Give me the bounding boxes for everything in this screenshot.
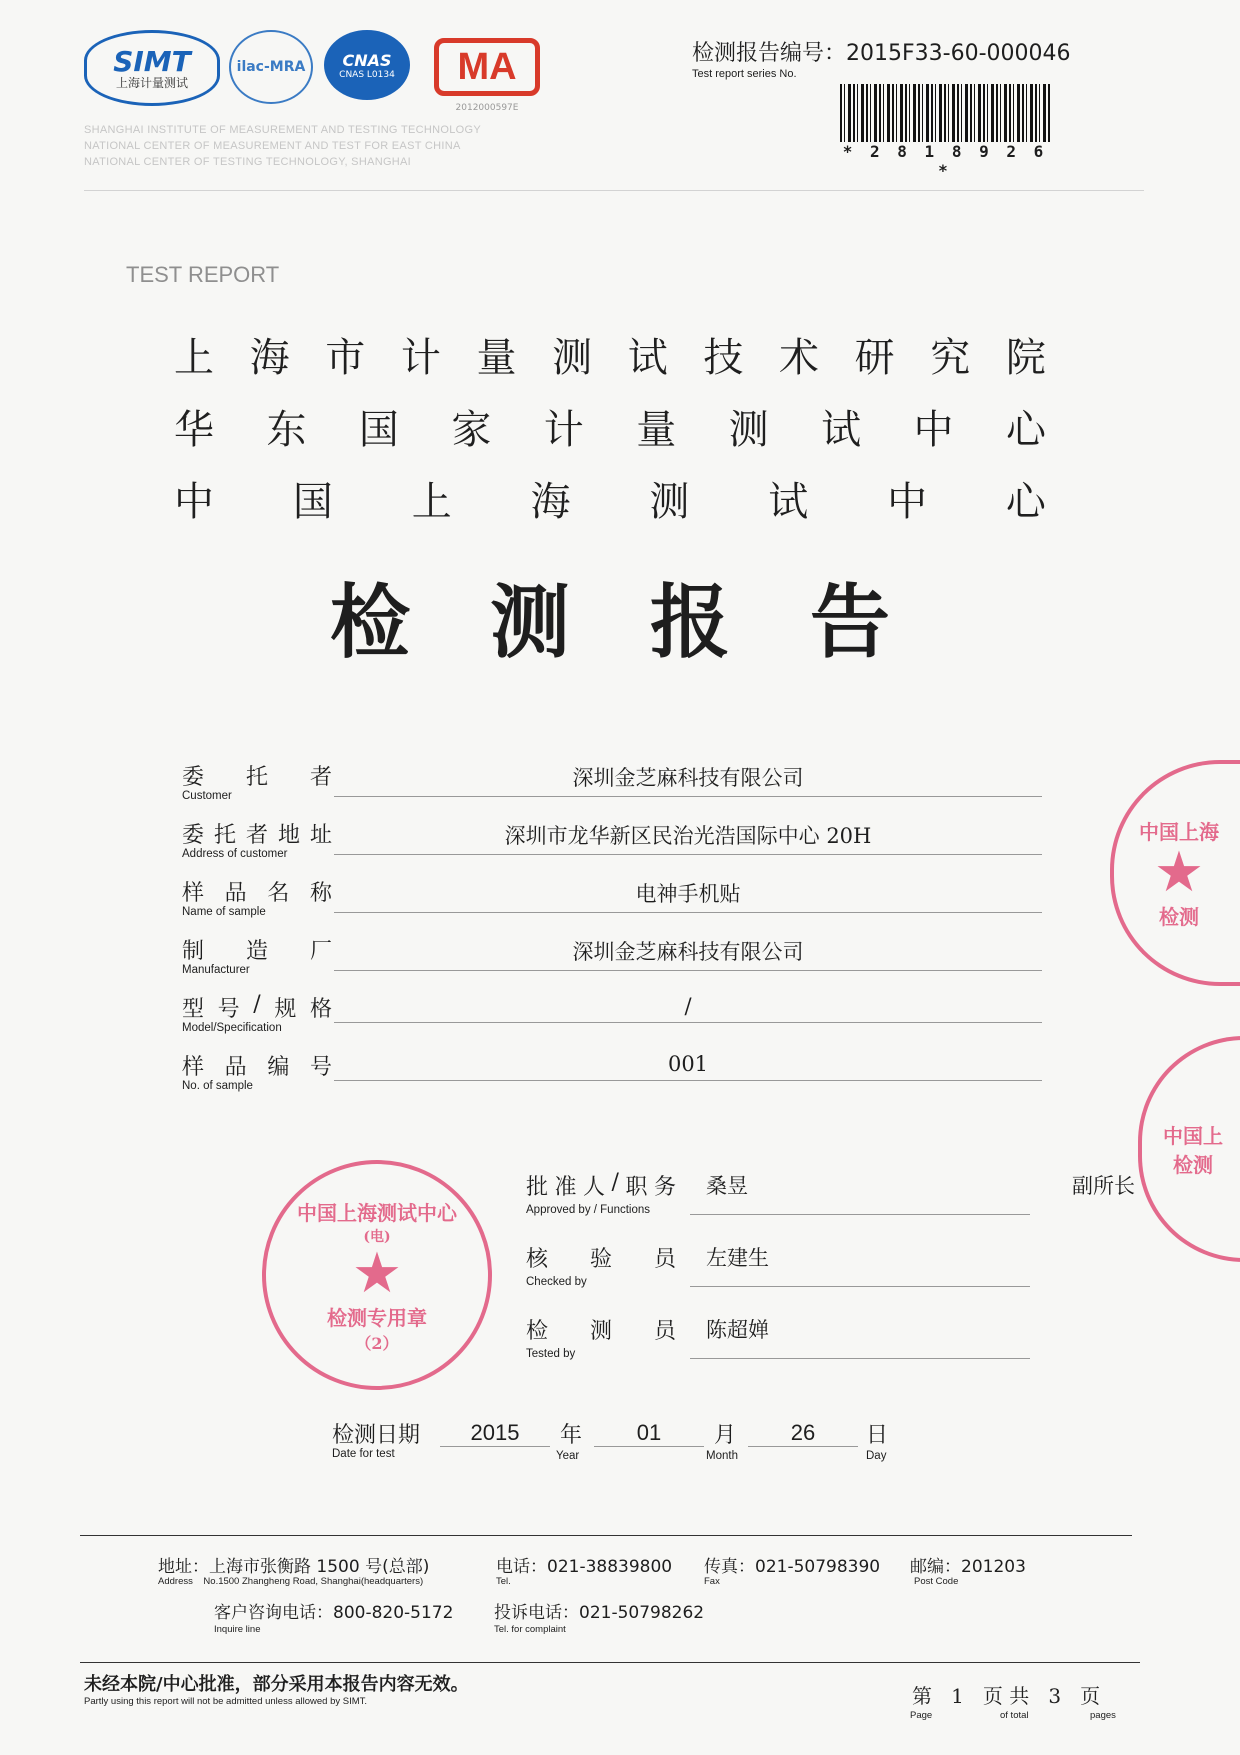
field-value: 深圳金芝麻科技有限公司 [334, 762, 1042, 797]
pages-en: pages [1090, 1710, 1116, 1721]
field-label-en: Customer [182, 790, 232, 802]
signature-role-char: 准 [554, 1175, 577, 1200]
barcode [840, 84, 1050, 142]
institution-line: NATIONAL CENTER OF TESTING TECHNOLOGY, SHANGHAI [84, 156, 412, 168]
field-label-char: 编 [267, 1055, 290, 1080]
accreditation-logos [84, 26, 554, 113]
validity-notice-en: Partly using this report will not be admitted unless allowed by SIMT. [84, 1696, 368, 1707]
report-number-en: Test report series No. [692, 68, 797, 80]
signature-role-char: 员 [653, 1319, 676, 1344]
signature-line [690, 1214, 1030, 1215]
side-seal-2 [1138, 1036, 1240, 1262]
field-label [182, 876, 332, 907]
org-char: 上 [174, 335, 214, 381]
footer-divider [80, 1535, 1132, 1536]
field-label-char: 格 [309, 997, 332, 1022]
post-code-text: 邮编：201203 [910, 1557, 1026, 1577]
field-label [182, 760, 332, 791]
side-seal-1-bottom: 检测 [1159, 905, 1199, 929]
date-label: 检测日期 [332, 1423, 421, 1448]
official-seal [262, 1160, 492, 1390]
fax-text: 传真：021-50798390 [704, 1557, 881, 1577]
org-char: 海 [249, 335, 290, 381]
signature-line [690, 1358, 1030, 1359]
field-label-char: 制 [182, 939, 205, 964]
org-char: 计 [400, 335, 441, 381]
field-value: 001 [334, 1052, 1042, 1081]
field-label-en: Address of customer [182, 848, 288, 860]
date-day-unit: 日 [866, 1423, 889, 1448]
org-char: 试 [821, 407, 862, 453]
field-label-char: 厂 [309, 939, 332, 964]
test-report-label: TEST REPORT [126, 262, 280, 287]
title-char: 检 [330, 576, 410, 669]
signature-role-char: 检 [526, 1319, 549, 1344]
field-label-char: 样 [182, 1055, 205, 1080]
institution-line: SHANGHAI INSTITUTE OF MEASUREMENT AND TESTING TECHNOLOGY [84, 124, 481, 136]
field-label-char: / [253, 992, 261, 1017]
institution-names [84, 122, 604, 170]
field-label [182, 1050, 332, 1081]
org-char: 试 [768, 479, 809, 525]
field-label-char: 托 [213, 823, 236, 848]
org-char: 海 [530, 479, 571, 525]
signature-role-en: Approved by / Functions [526, 1204, 651, 1216]
signatory-title: 副所长 [1072, 1174, 1135, 1198]
cma-logo: MA 2012000597E [434, 38, 540, 96]
field-label-char: 品 [224, 1055, 247, 1080]
signature-role-char: 验 [589, 1247, 612, 1272]
date-label-en: Date for test [332, 1448, 395, 1460]
field-label-char: 委 [182, 823, 205, 848]
field-label-char: 名 [267, 881, 290, 906]
org-char: 国 [358, 407, 399, 453]
field-label-char: 址 [309, 823, 332, 848]
simt-logo: SIMT 上海计量测试 [84, 30, 220, 106]
date-year-unit: 年 [560, 1423, 583, 1448]
barcode-text: * 2 8 1 8 9 2 6 * [842, 142, 1048, 180]
org-char: 技 [703, 335, 744, 381]
signature-role-en: Checked by [526, 1276, 587, 1288]
tel-en: Tel. [496, 1576, 511, 1587]
signature-role-char: 务 [653, 1175, 676, 1200]
tel-text: 电话：021-38839800 [496, 1557, 673, 1577]
org-char: 试 [627, 335, 668, 381]
title-char: 测 [490, 576, 570, 669]
org-char: 研 [854, 335, 895, 381]
org-char: 心 [1005, 407, 1046, 453]
field-value: 深圳市龙华新区民治光浩国际中心 20H [334, 820, 1042, 855]
org-char: 家 [451, 407, 492, 453]
field-value: / [334, 994, 1042, 1023]
signature-role-char: 职 [625, 1175, 648, 1200]
date-year: 2015 [440, 1420, 550, 1447]
field-label-char: 委 [182, 765, 205, 790]
signature-role [526, 1242, 676, 1273]
field-label [182, 992, 332, 1023]
signature-role-char: 人 [583, 1175, 606, 1200]
field-label-char: 者 [245, 823, 268, 848]
date-month: 01 [594, 1420, 704, 1447]
org-line-1 [174, 326, 1046, 383]
field-label-char: 品 [224, 881, 247, 906]
footer-divider-2 [80, 1662, 1140, 1663]
signature-line [690, 1286, 1030, 1287]
validity-notice: 未经本院/中心批准，部分采用本报告内容无效。 [84, 1674, 469, 1695]
side-seal-1 [1110, 760, 1240, 986]
complaint-line-en: Tel. for complaint [494, 1624, 566, 1635]
org-char: 测 [552, 335, 593, 381]
address-en: Address No.1500 Zhangheng Road, Shanghai(headquarters) [158, 1576, 424, 1587]
star-icon: ★ [1153, 840, 1205, 905]
field-label-en: No. of sample [182, 1080, 253, 1092]
star-icon: ★ [351, 1240, 403, 1306]
inquire-line: 客户咨询电话：800-820-5172 [214, 1603, 454, 1623]
field-label-en: Manufacturer [182, 964, 250, 976]
org-char: 中 [174, 479, 214, 525]
signature-role-char: 测 [589, 1319, 612, 1344]
org-char: 上 [411, 479, 452, 525]
org-char: 心 [1005, 479, 1046, 525]
field-label [182, 818, 332, 849]
signature-role-char: / [611, 1170, 619, 1195]
header-divider [84, 190, 1144, 191]
ilac-mra-logo: ilac-MRA [229, 30, 313, 104]
seal-top-text: 中国上海测试中心 [297, 1200, 457, 1225]
fax-en: Fax [704, 1576, 720, 1587]
org-line-2 [174, 398, 1046, 455]
org-char: 东 [266, 407, 307, 453]
title-char: 报 [650, 576, 730, 669]
signature-role-char: 批 [526, 1175, 549, 1200]
inquire-line-en: Inquire line [214, 1624, 261, 1635]
field-label-char: 型 [182, 997, 205, 1022]
field-label-char: 地 [277, 823, 300, 848]
page-indicator: 第 1 页 共 3 页 [912, 1684, 1101, 1708]
org-char: 国 [292, 479, 333, 525]
field-label-char: 托 [245, 765, 268, 790]
org-char: 华 [174, 407, 214, 453]
org-char: 市 [325, 335, 366, 381]
side-seal-2-text: 中国上 [1163, 1124, 1223, 1148]
field-label-char: 规 [274, 997, 297, 1022]
cnas-logo: CNAS CNAS L0134 [324, 30, 410, 100]
org-char: 术 [779, 335, 819, 381]
date-month-unit: 月 [714, 1423, 737, 1448]
field-label-en: Model/Specification [182, 1022, 282, 1034]
org-char: 中 [913, 407, 954, 453]
signatory-name: 左建生 [706, 1246, 769, 1270]
page-en: Page [910, 1710, 933, 1721]
seal-mid-text: (电) [363, 1228, 391, 1245]
seal-number: （2） [355, 1333, 399, 1353]
field-label-char: 号 [217, 997, 240, 1022]
field-label-char: 称 [309, 881, 332, 906]
signatory-name: 桑昱 [706, 1174, 748, 1198]
field-label-char: 者 [309, 765, 332, 790]
field-value: 电神手机贴 [334, 878, 1042, 913]
signature-role-en: Tested by [526, 1348, 576, 1360]
side-seal-1-text: 中国上海 [1139, 820, 1219, 844]
date-year-en: Year [556, 1450, 580, 1462]
of-total-en: of total [1000, 1710, 1029, 1721]
signatory-name: 陈超婵 [706, 1318, 769, 1342]
org-char: 中 [887, 479, 928, 525]
field-label [182, 934, 332, 965]
field-value: 深圳金芝麻科技有限公司 [334, 936, 1042, 971]
signature-role-char: 员 [653, 1247, 676, 1272]
org-line-3 [174, 470, 1046, 527]
signature-role [526, 1314, 676, 1345]
title-char: 告 [810, 576, 890, 669]
org-char: 究 [930, 335, 971, 381]
side-seal-2-bottom: 检测 [1173, 1153, 1213, 1177]
org-char: 测 [649, 479, 690, 525]
org-char: 测 [728, 407, 769, 453]
org-char: 计 [543, 407, 584, 453]
field-label-char: 造 [245, 939, 268, 964]
org-char: 量 [636, 407, 677, 453]
org-char: 量 [476, 335, 517, 381]
institution-line: NATIONAL CENTER OF MEASUREMENT AND TEST FOR EAST CHINA [84, 140, 461, 152]
complaint-line: 投诉电话：021-50798262 [494, 1603, 705, 1623]
org-char: 院 [1005, 335, 1046, 381]
date-day: 26 [748, 1420, 858, 1447]
post-code-en: Post Code [914, 1576, 959, 1587]
field-label-char: 号 [309, 1055, 332, 1080]
field-label-char: 样 [182, 881, 205, 906]
address-text: 地址：上海市张衡路 1500 号(总部) [158, 1557, 430, 1577]
report-number: 检测报告编号：2015F33-60-000046 [692, 41, 1071, 66]
field-label-en: Name of sample [182, 906, 266, 918]
report-title [330, 558, 890, 673]
signature-role-char: 核 [526, 1247, 549, 1272]
signature-role [526, 1170, 676, 1201]
date-month-en: Month [706, 1450, 738, 1462]
seal-bottom-text: 检测专用章 [327, 1305, 427, 1330]
date-day-en: Day [866, 1450, 887, 1462]
